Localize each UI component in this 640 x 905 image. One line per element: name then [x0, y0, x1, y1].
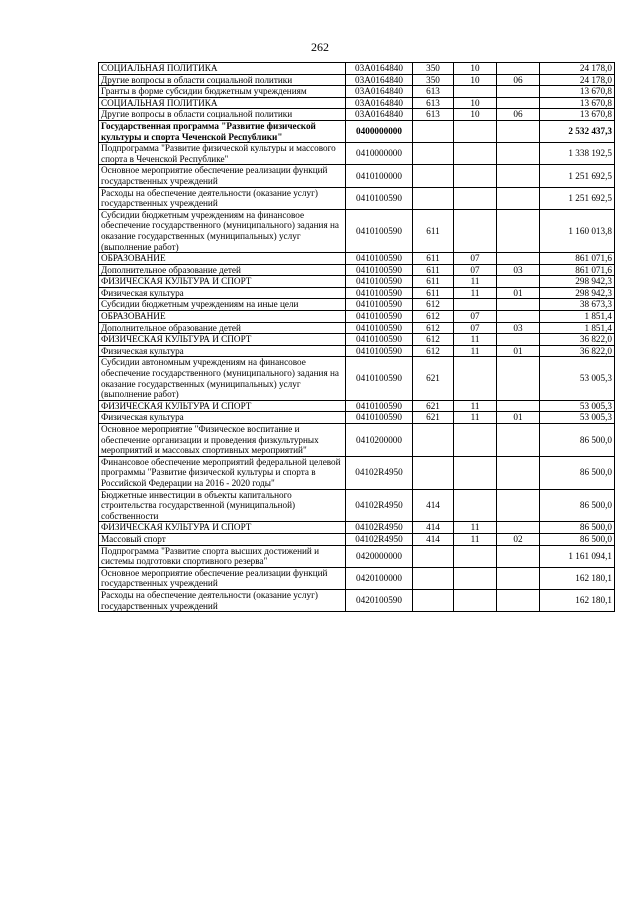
subsection-cell [497, 334, 540, 346]
target-article-cell: 0420100590 [346, 589, 413, 611]
row-name-cell: Физическая культура [99, 412, 346, 424]
section-cell: 11 [454, 334, 497, 346]
table-row [99, 589, 615, 611]
row-name-cell: Другие вопросы в области социальной политики [99, 109, 346, 121]
section-cell: 07 [454, 253, 497, 265]
row-name-cell: Основное мероприятие "Физическое воспитание и обеспечение организации и проведения физкультурных мероприятий и массовых спортивных мероприятий" [99, 424, 346, 457]
subsection-cell: 01 [497, 412, 540, 424]
row-name-cell: Основное мероприятие обеспечение реализации функций государственных учреждений [99, 567, 346, 589]
section-cell [454, 424, 497, 457]
expense-type-cell [413, 143, 454, 165]
section-cell [454, 567, 497, 589]
section-cell [454, 456, 497, 489]
target-article-cell: 0410100590 [346, 400, 413, 412]
section-cell [454, 120, 497, 142]
amount-cell: 1 161 094,1 [540, 545, 615, 567]
subsection-cell [497, 424, 540, 457]
expense-type-cell: 611 [413, 287, 454, 299]
target-article-cell: 03А0164840 [346, 109, 413, 121]
target-article-cell: 0410100590 [346, 345, 413, 357]
row-name-cell: Подпрограмма "Развитие физической культуры и массового спорта в Чеченской Республике" [99, 143, 346, 165]
amount-cell: 53 005,3 [540, 357, 615, 400]
target-article-cell: 03А0164840 [346, 63, 413, 75]
subsection-cell [497, 120, 540, 142]
target-article-cell: 03А0164840 [346, 74, 413, 86]
subsection-cell [497, 276, 540, 288]
section-cell: 11 [454, 400, 497, 412]
target-article-cell: 0400000000 [346, 120, 413, 142]
amount-cell: 2 532 437,3 [540, 120, 615, 142]
table-row [99, 264, 615, 276]
subsection-cell: 02 [497, 533, 540, 545]
subsection-cell: 01 [497, 345, 540, 357]
target-article-cell: 0410100590 [346, 253, 413, 265]
table-row [99, 311, 615, 323]
expense-type-cell: 612 [413, 299, 454, 311]
row-name-cell: Другие вопросы в области социальной политики [99, 74, 346, 86]
table-row [99, 143, 615, 165]
amount-cell: 86 500,0 [540, 424, 615, 457]
amount-cell: 86 500,0 [540, 489, 615, 522]
row-name-cell: Гранты в форме субсидии бюджетным учреждениям [99, 86, 346, 98]
target-article-cell: 04102R4950 [346, 533, 413, 545]
amount-cell: 24 178,0 [540, 63, 615, 75]
amount-cell: 86 500,0 [540, 456, 615, 489]
table-row [99, 424, 615, 457]
table-row [99, 276, 615, 288]
row-name-cell: Физическая культура [99, 345, 346, 357]
amount-cell: 86 500,0 [540, 522, 615, 534]
expense-type-cell: 350 [413, 63, 454, 75]
amount-cell: 13 670,8 [540, 109, 615, 121]
target-article-cell: 0410100590 [346, 311, 413, 323]
subsection-cell: 03 [497, 322, 540, 334]
table-row [99, 334, 615, 346]
subsection-cell [497, 311, 540, 323]
expense-type-cell [413, 545, 454, 567]
row-name-cell: ФИЗИЧЕСКАЯ КУЛЬТУРА И СПОРТ [99, 400, 346, 412]
target-article-cell: 0410100590 [346, 334, 413, 346]
table-row [99, 456, 615, 489]
table-row [99, 120, 615, 142]
section-cell [454, 209, 497, 252]
subsection-cell [497, 522, 540, 534]
subsection-cell [497, 165, 540, 187]
row-name-cell: ОБРАЗОВАНИЕ [99, 311, 346, 323]
table-row [99, 533, 615, 545]
section-cell [454, 143, 497, 165]
expense-type-cell: 350 [413, 74, 454, 86]
row-name-cell: Расходы на обеспечение деятельности (оказание услуг) государственных учреждений [99, 187, 346, 209]
table-row [99, 187, 615, 209]
table-row [99, 74, 615, 86]
amount-cell: 861 071,6 [540, 253, 615, 265]
section-cell: 07 [454, 311, 497, 323]
table-row [99, 209, 615, 252]
target-article-cell: 04102R4950 [346, 522, 413, 534]
row-name-cell: Основное мероприятие обеспечение реализации функций государственных учреждений [99, 165, 346, 187]
subsection-cell [497, 489, 540, 522]
amount-cell: 38 673,3 [540, 299, 615, 311]
budget-table [98, 62, 615, 612]
row-name-cell: Массовый спорт [99, 533, 346, 545]
section-cell: 10 [454, 63, 497, 75]
row-name-cell: СОЦИАЛЬНАЯ ПОЛИТИКА [99, 63, 346, 75]
amount-cell: 13 670,8 [540, 97, 615, 109]
target-article-cell: 04102R4950 [346, 489, 413, 522]
row-name-cell: Подпрограмма "Развитие спорта высших достижений и системы подготовки спортивного резерва" [99, 545, 346, 567]
amount-cell: 298 942,3 [540, 287, 615, 299]
table-row [99, 412, 615, 424]
section-cell [454, 545, 497, 567]
expense-type-cell: 611 [413, 276, 454, 288]
row-name-cell: СОЦИАЛЬНАЯ ПОЛИТИКА [99, 97, 346, 109]
subsection-cell: 01 [497, 287, 540, 299]
row-name-cell: Физическая культура [99, 287, 346, 299]
row-name-cell: Бюджетные инвестиции в объекты капитального строительства государственной (муниципальной) собственности [99, 489, 346, 522]
target-article-cell: 0420000000 [346, 545, 413, 567]
table-row [99, 165, 615, 187]
section-cell [454, 589, 497, 611]
target-article-cell: 0410000000 [346, 143, 413, 165]
table-row [99, 400, 615, 412]
table-row [99, 287, 615, 299]
page-number: 262 [311, 40, 329, 54]
table-row [99, 545, 615, 567]
section-cell [454, 357, 497, 400]
subsection-cell [497, 589, 540, 611]
table-row [99, 345, 615, 357]
expense-type-cell: 612 [413, 311, 454, 323]
table-row [99, 299, 615, 311]
row-name-cell: Расходы на обеспечение деятельности (оказание услуг) государственных учреждений [99, 589, 346, 611]
target-article-cell: 0420100000 [346, 567, 413, 589]
amount-cell: 24 178,0 [540, 74, 615, 86]
target-article-cell: 0410100590 [346, 209, 413, 252]
section-cell: 11 [454, 522, 497, 534]
section-cell: 10 [454, 97, 497, 109]
expense-type-cell [413, 187, 454, 209]
target-article-cell: 0410100590 [346, 287, 413, 299]
target-article-cell: 0410100000 [346, 165, 413, 187]
target-article-cell: 03А0164840 [346, 86, 413, 98]
subsection-cell [497, 97, 540, 109]
target-article-cell: 0410100590 [346, 276, 413, 288]
section-cell [454, 86, 497, 98]
expense-type-cell [413, 567, 454, 589]
expense-type-cell [413, 456, 454, 489]
amount-cell: 1 251 692,5 [540, 187, 615, 209]
section-cell [454, 187, 497, 209]
target-article-cell: 0410100590 [346, 187, 413, 209]
expense-type-cell: 414 [413, 489, 454, 522]
expense-type-cell: 613 [413, 86, 454, 98]
target-article-cell: 0410100590 [346, 264, 413, 276]
target-article-cell: 04102R4950 [346, 456, 413, 489]
amount-cell: 1 160 013,8 [540, 209, 615, 252]
amount-cell: 13 670,8 [540, 86, 615, 98]
subsection-cell [497, 143, 540, 165]
subsection-cell [497, 545, 540, 567]
amount-cell: 861 071,6 [540, 264, 615, 276]
expense-type-cell: 611 [413, 264, 454, 276]
expense-type-cell: 612 [413, 345, 454, 357]
target-article-cell: 0410100590 [346, 357, 413, 400]
amount-cell: 298 942,3 [540, 276, 615, 288]
amount-cell: 36 822,0 [540, 334, 615, 346]
subsection-cell [497, 400, 540, 412]
table-row [99, 63, 615, 75]
section-cell: 11 [454, 287, 497, 299]
section-cell: 11 [454, 412, 497, 424]
table-row [99, 489, 615, 522]
section-cell: 07 [454, 264, 497, 276]
subsection-cell [497, 86, 540, 98]
row-name-cell: ФИЗИЧЕСКАЯ КУЛЬТУРА И СПОРТ [99, 276, 346, 288]
amount-cell: 1 338 192,5 [540, 143, 615, 165]
expense-type-cell [413, 589, 454, 611]
row-name-cell: ФИЗИЧЕСКАЯ КУЛЬТУРА И СПОРТ [99, 522, 346, 534]
expense-type-cell: 621 [413, 357, 454, 400]
section-cell: 11 [454, 276, 497, 288]
subsection-cell: 06 [497, 74, 540, 86]
amount-cell: 1 851,4 [540, 322, 615, 334]
table-row [99, 97, 615, 109]
table-row [99, 522, 615, 534]
table-row [99, 253, 615, 265]
expense-type-cell [413, 424, 454, 457]
expense-type-cell: 611 [413, 209, 454, 252]
expense-type-cell: 613 [413, 97, 454, 109]
table-row [99, 357, 615, 400]
table-row [99, 109, 615, 121]
amount-cell: 53 005,3 [540, 412, 615, 424]
row-name-cell: Государственная программа "Развитие физической культуры и спорта Чеченской Республики" [99, 120, 346, 142]
expense-type-cell [413, 165, 454, 187]
expense-type-cell: 414 [413, 533, 454, 545]
row-name-cell: Финансовое обеспечение мероприятий федеральной целевой программы "Развитие физической культуры и спорта в Российской Федерации на 2016 - 2020 годы" [99, 456, 346, 489]
section-cell [454, 489, 497, 522]
row-name-cell: Дополнительное образование детей [99, 264, 346, 276]
section-cell: 07 [454, 322, 497, 334]
target-article-cell: 0410200000 [346, 424, 413, 457]
table-row [99, 86, 615, 98]
expense-type-cell: 621 [413, 412, 454, 424]
subsection-cell [497, 299, 540, 311]
row-name-cell: Дополнительное образование детей [99, 322, 346, 334]
row-name-cell: Субсидии бюджетным учреждениям на финансовое обеспечение государственного (муниципального) задания на оказание государственных (муниципальных) услуг (выполнение работ) [99, 209, 346, 252]
table-body [99, 63, 615, 612]
target-article-cell: 03А0164840 [346, 97, 413, 109]
expense-type-cell: 613 [413, 109, 454, 121]
section-cell: 11 [454, 345, 497, 357]
section-cell [454, 165, 497, 187]
amount-cell: 36 822,0 [540, 345, 615, 357]
table-row [99, 322, 615, 334]
subsection-cell [497, 209, 540, 252]
amount-cell: 162 180,1 [540, 589, 615, 611]
subsection-cell [497, 357, 540, 400]
row-name-cell: ОБРАЗОВАНИЕ [99, 253, 346, 265]
amount-cell: 162 180,1 [540, 567, 615, 589]
subsection-cell [497, 456, 540, 489]
row-name-cell: Субсидии бюджетным учреждениям на иные цели [99, 299, 346, 311]
row-name-cell: ФИЗИЧЕСКАЯ КУЛЬТУРА И СПОРТ [99, 334, 346, 346]
amount-cell: 1 851,4 [540, 311, 615, 323]
target-article-cell: 0410100590 [346, 322, 413, 334]
section-cell: 11 [454, 533, 497, 545]
amount-cell: 86 500,0 [540, 533, 615, 545]
expense-type-cell [413, 120, 454, 142]
subsection-cell [497, 187, 540, 209]
subsection-cell [497, 253, 540, 265]
table-row [99, 567, 615, 589]
target-article-cell: 0410100590 [346, 412, 413, 424]
section-cell: 10 [454, 109, 497, 121]
expense-type-cell: 621 [413, 400, 454, 412]
subsection-cell: 03 [497, 264, 540, 276]
expense-type-cell: 611 [413, 253, 454, 265]
amount-cell: 53 005,3 [540, 400, 615, 412]
expense-type-cell: 414 [413, 522, 454, 534]
section-cell [454, 299, 497, 311]
subsection-cell [497, 63, 540, 75]
amount-cell: 1 251 692,5 [540, 165, 615, 187]
target-article-cell: 0410100590 [346, 299, 413, 311]
row-name-cell: Субсидии автономным учреждениям на финансовое обеспечение государственного (муниципального) задания на оказание государственных (муниципальных) услуг (выполнение работ) [99, 357, 346, 400]
subsection-cell [497, 567, 540, 589]
section-cell: 10 [454, 74, 497, 86]
expense-type-cell: 612 [413, 334, 454, 346]
expense-type-cell: 612 [413, 322, 454, 334]
subsection-cell: 06 [497, 109, 540, 121]
